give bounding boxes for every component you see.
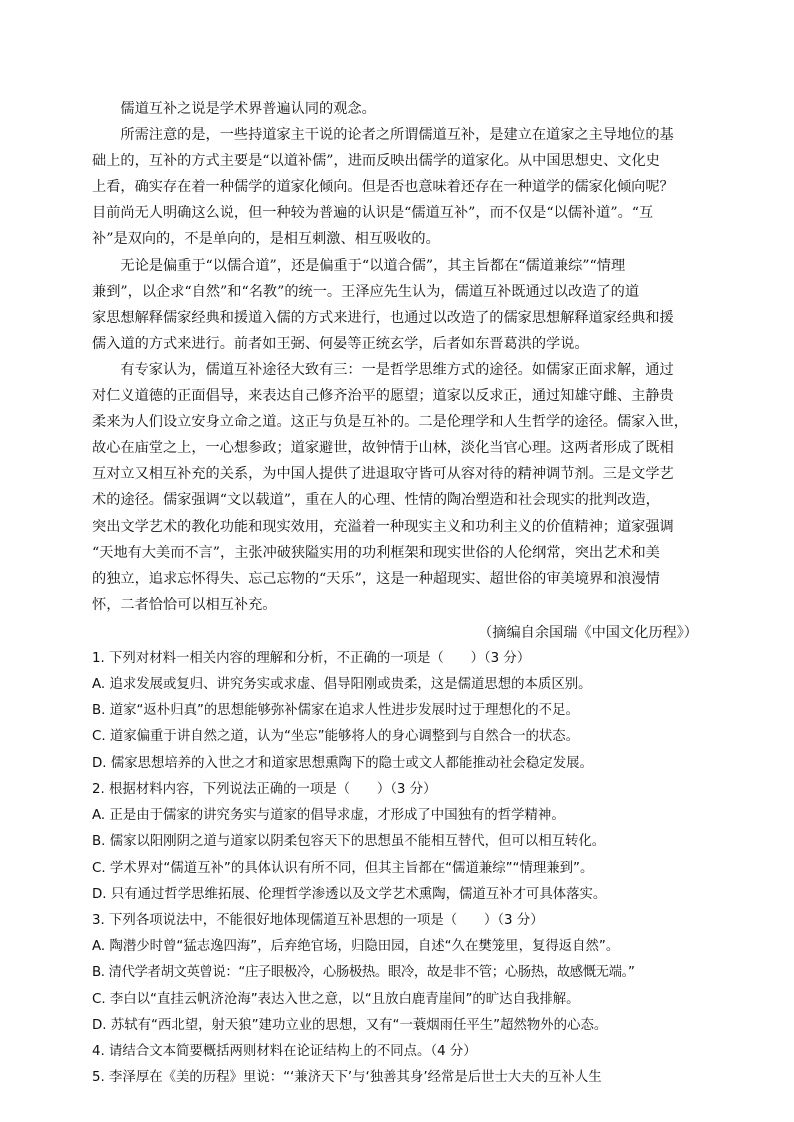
text-line: 突出文学艺术的教化功能和现实效用，充溢着一种现实主义和功利主义的价值精神；道家强调: [92, 518, 674, 535]
exam-page: [92, 96, 698, 1091]
text-line: 对仁义道德的正面倡导，来表达自己修齐治平的愿望；道家以反求正，通过知雄守雌、主静贵: [92, 388, 674, 405]
question-2-option-c: C. 学术界对“儒道互补”的具体认识有所不同，但其主旨都在“儒道兼综”“情理兼到”。: [92, 860, 594, 876]
question-4-stem: 4. 请结合文本简要概括两则材料在论证结构上的不同点。（4 分）: [92, 1043, 477, 1059]
question-2-option-a: A. 正是由于儒家的讲究务实与道家的倡导求虚，才形成了中国独有的哲学精神。: [92, 808, 565, 824]
text-line: 上看，确实存在着一种儒学的道家化倾向。但是否也意味着还存在一种道学的儒家化倾向呢？: [92, 179, 674, 196]
question-1-option-b: B. 道家“返朴归真”的思想能够弥补儒家在追求人性进步发展时过于理想化的不足。: [92, 703, 579, 719]
question-1-option-a: A. 追求发展或复归、讲究务实或求虚、倡导阳刚或贵柔，这是儒道思想的本质区别。: [92, 677, 592, 693]
passage-paragraph-2: [92, 122, 698, 252]
question-3-stem: 3. 下列各项说法中，不能很好地体现儒道互补思想的一项是（ ）（3 分）: [92, 912, 544, 928]
text-line: 目前尚无人明确这么说，但一种较为普遍的认识是“儒道互补”，而不仅是“以儒补道”。“互: [92, 205, 654, 222]
passage-source: （摘编自余国瑞《中国文化历程》）: [478, 624, 698, 641]
question-3-option-b: B. 清代学者胡文英曾说：“庄子眼极冷，心肠极热。眼冷，故是非不管；心肠热，故感慨无端。”: [92, 965, 635, 981]
question-3-option-c: C. 李白以“直挂云帆济沧海”表达入世之意，以“且放白鹿青崖间”的旷达自我排解。: [92, 991, 580, 1007]
text-line: 的独立，追求忘怀得失、忘己忘物的“天乐”，这是一种超现实、超世俗的审美境界和浪漫情: [92, 570, 660, 587]
question-1-stem: 1. 下列对材料一相关内容的理解和分析，不正确的一项是（ ）（3 分）: [92, 650, 531, 666]
text-line: 儒道互补之说是学术界普遍认同的观念。: [120, 101, 376, 117]
text-line: 所需注意的是，一些持道家主干说的论者之所谓儒道互补，是建立在道家之主导地位的基: [120, 127, 674, 144]
text-line: 有专家认为，儒道互补途径大致有三：一是哲学思维方式的途径。如儒家正面求解，通过: [120, 361, 674, 378]
text-line: 柔来为人们设立安身立命之道。这正与负是互补的。二是伦理学和人生哲学的途径。儒家入世，: [92, 414, 688, 431]
question-2-option-b: B. 儒家以阳刚阴之道与道家以阴柔包容天下的思想虽不能相互替代，但可以相互转化。: [92, 834, 606, 850]
text-line: 故心在庙堂之上，一心想参政；道家避世，故钟情于山林，淡化当官心理。这两者形成了既相: [92, 440, 674, 457]
text-line: 怀，二者恰恰可以相互补充。: [92, 596, 277, 613]
reading-passage: [92, 96, 698, 646]
text-line: 兼到”，以企求“自然”和“名教”的统一。王泽应先生认为，儒道互补既通过以改造了的道: [92, 283, 640, 300]
question-5-stem: 5. 李泽厚在《美的历程》里说：“‘兼济天下’与‘独善其身’经常是后世士大夫的互补人生: [92, 1070, 602, 1086]
text-line: 儒入道的方式来进行。前者如王弼、何晏等正统玄学，后者如东晋葛洪的学说。: [92, 335, 589, 352]
question-list: [92, 646, 698, 1091]
passage-paragraph-4: [92, 357, 698, 618]
text-line: “天地有大美而不言”，主张冲破狭隘实用的功利框架和现实世俗的人伦纲常，突出艺术和美: [92, 544, 660, 561]
question-1-option-d: D. 儒家思想培养的入世之才和道家思想熏陶下的隐士或文人都能推动社会稳定发展。: [92, 755, 593, 771]
question-1-option-c: C. 道家偏重于讲自然之道，认为“坐忘”能够将人的身心调整到与自然合一的状态。: [92, 729, 580, 745]
question-3-option-d: D. 苏轼有“西北望，射天狼”建功立业的思想，又有“一蓑烟雨任平生”超然物外的心态。: [92, 1017, 608, 1033]
question-2-stem: 2. 根据材料内容，下列说法正确的一项是（ ）（3 分）: [92, 781, 437, 797]
passage-paragraph-1: [92, 96, 698, 122]
passage-paragraph-3: [92, 253, 698, 357]
text-line: 补”是双向的，不是单向的，是相互刺激、相互吸收的。: [92, 231, 440, 248]
text-line: 术的途径。儒家强调“文以载道”，重在人的心理、性情的陶冶塑造和社会现实的批判改造，: [92, 492, 660, 509]
question-3-option-a: A. 陶潜少时曾“猛志逸四海”，后弃绝官场，归隐田园，自述“久在樊笼里，复得返自然”。: [92, 939, 620, 955]
text-line: 互对立又相互补充的关系，为中国人提供了进退取守皆可从容对待的精神调节剂。三是文学艺: [92, 466, 674, 483]
text-line: 家思想解释儒家经典和援道入儒的方式来进行，也通过以改造了的儒家思想解释道家经典和援: [92, 309, 674, 326]
text-line: 无论是偏重于“以儒合道”，还是偏重于“以道合儒”，其主旨都在“儒道兼综”“情理: [120, 257, 626, 274]
question-2-option-d: D. 只有通过哲学思维拓展、伦理哲学渗透以及文学艺术熏陶，儒道互补才可具体落实。: [92, 886, 607, 902]
text-line: 础上的，互补的方式主要是“以道补儒”，进而反映出儒学的道家化。从中国思想史、文化史: [92, 153, 660, 170]
